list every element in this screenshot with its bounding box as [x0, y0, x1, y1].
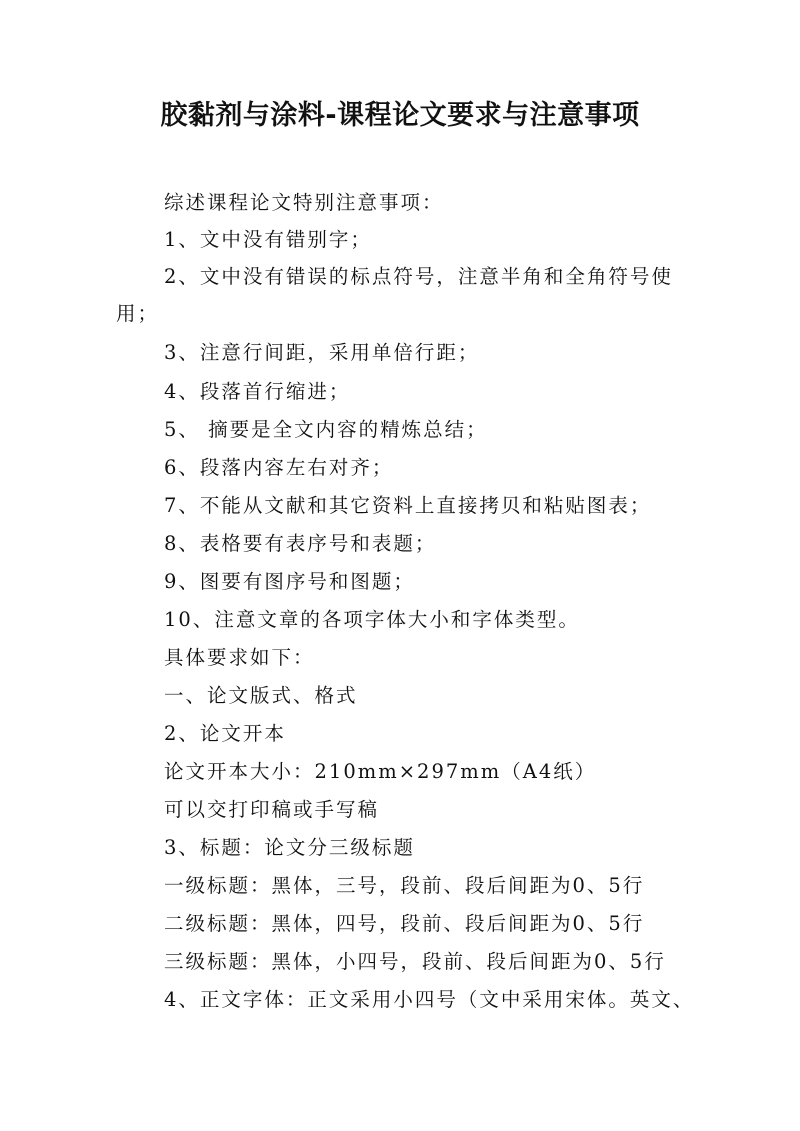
- heading-level-2-rule: 二级标题：黑体，四号，段前、段后间距为0、5行: [164, 912, 645, 935]
- submission-note: 可以交打印稿或手写稿: [164, 798, 380, 821]
- heading-level-1-rule: 一级标题：黑体，三号，段前、段后间距为0、5行: [164, 874, 645, 897]
- list-item-5: 5、 摘要是全文内容的精炼总结；: [164, 418, 488, 441]
- body-font-rule: 4、正文字体：正文采用小四号（文中采用宋体。英文、: [164, 988, 695, 1011]
- list-item-2: 2、文中没有错误的标点符号，注意半角和全角符号使: [164, 265, 673, 288]
- list-item-10: 10、注意文章的各项字体大小和字体类型。: [164, 608, 580, 631]
- list-item-6: 6、段落内容左右对齐；: [164, 456, 394, 479]
- requirements-heading: 具体要求如下：: [164, 646, 315, 669]
- list-item-2-continuation: 用；: [116, 302, 160, 325]
- section-heading-format: 一、论文版式、格式: [164, 684, 358, 707]
- list-item-9: 9、图要有图序号和图题；: [164, 570, 415, 593]
- list-item-7: 7、不能从文献和其它资料上直接拷贝和粘贴图表；: [164, 494, 652, 517]
- intro-line: 综述课程论文特别注意事项：: [164, 191, 444, 214]
- heading-level-3-rule: 三级标题：黑体，小四号，段前、段后间距为0、5行: [164, 950, 666, 973]
- subsection-headings: 3、标题：论文分三级标题: [164, 836, 415, 859]
- list-item-3: 3、注意行间距，采用单倍行距；: [164, 341, 480, 364]
- list-item-4: 4、段落首行缩进；: [164, 380, 351, 403]
- subsection-paper-size: 2、论文开本: [164, 722, 286, 745]
- list-item-1: 1、文中没有错别字；: [164, 228, 372, 251]
- list-item-8: 8、表格要有表序号和表题；: [164, 532, 437, 555]
- document-title: 胶黏剂与涂料-课程论文要求与注意事项: [160, 100, 640, 131]
- paper-size-detail: 论文开本大小：210mm×297mm（A4纸）: [164, 760, 597, 783]
